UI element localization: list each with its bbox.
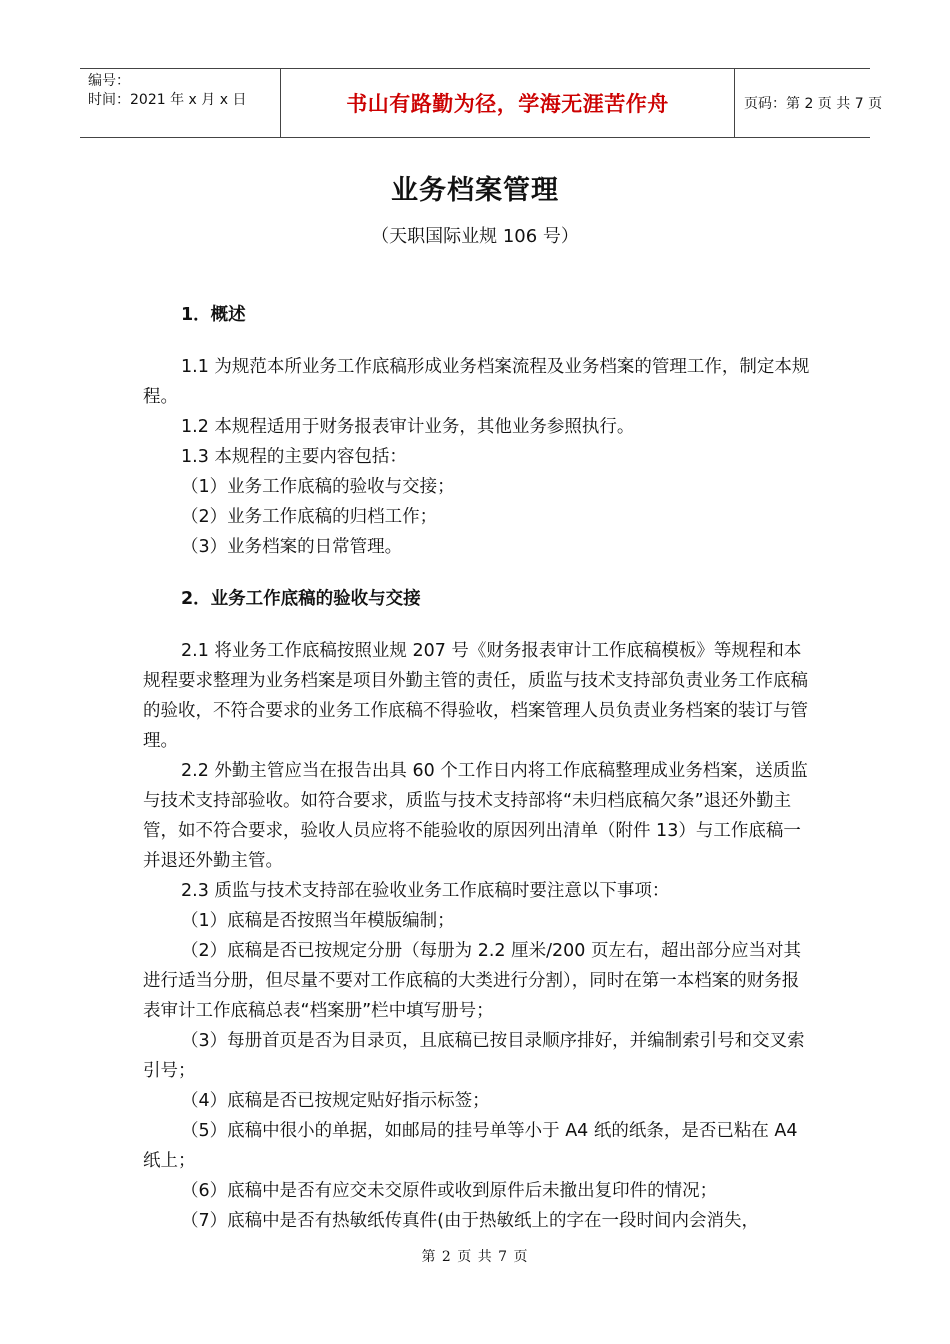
document-date-label: 时间：2021 年 x 月 x 日 (88, 92, 247, 108)
list-item: （2）业务工作底稿的归档工作； (181, 507, 438, 527)
paragraph: 1.3 本规程的主要内容包括： (181, 447, 407, 467)
document-body (143, 300, 813, 1236)
paragraph: 2.3 质监与技术支持部在验收业务工作底稿时要注意以下事项： (181, 881, 670, 901)
document-subtitle: （天职国际业规 106 号） (371, 226, 579, 247)
list-item: （1）业务工作底稿的验收与交接； (181, 477, 455, 497)
header-motto-cell (280, 69, 735, 137)
document-title: 业务档案管理 (391, 175, 559, 206)
list-item: （4）底稿是否已按规定贴好指示标签； (181, 1091, 490, 1111)
paragraph: 1.1 为规范本所业务工作底稿形成业务档案流程及业务档案的管理工作，制定本规程。 (143, 357, 810, 407)
list-item: （3）业务档案的日常管理。 (181, 537, 403, 557)
section-heading: 2．业务工作底稿的验收与交接 (181, 589, 421, 609)
section-heading: 1．概述 (181, 305, 246, 325)
list-item: （6）底稿中是否有应交未交原件或收到原件后未撤出复印件的情况； (181, 1181, 718, 1201)
page-header (80, 68, 883, 138)
header-page-info: 页码：第 2 页 共 7 页 (744, 96, 883, 112)
header-meta-cell (80, 69, 280, 137)
paragraph: 2.1 将业务工作底稿按照业规 207 号《财务报表审计工作底稿模板》等规程和本规程要求整理为业务档案是项目外勤主管的责任，质监与技术支持部负责业务工作底稿的验收，不符合要求的业务工作底稿不得验收，档案管理人员负责业务档案的装订与管理。 (143, 641, 808, 751)
page-footer: 第 2 页 共 7 页 (421, 1249, 529, 1265)
paragraph: 2.2 外勤主管应当在报告出具 60 个工作日内将工作底稿整理成业务档案，送质监与技术支持部验收。如符合要求，质监与技术支持部将“未归档底稿欠条”退还外勤主管，如不符合要求，验收人员应将不能验收的原因列出清单（附件 13）与工作底稿一并退还外勤主管。 (143, 761, 808, 871)
list-item: （1）底稿是否按照当年模版编制； (181, 911, 455, 931)
document-number-label: 编号： (88, 73, 130, 89)
list-item: （3）每册首页是否为目录页，且底稿已按目录顺序排好，并编制索引号和交叉索引号； (143, 1031, 805, 1081)
paragraph: 1.2 本规程适用于财务报表审计业务，其他业务参照执行。 (181, 417, 635, 437)
list-item: （7）底稿中是否有热敏纸传真件(由于热敏纸上的字在一段时间内会消失， (181, 1211, 759, 1231)
header-motto: 书山有路勤为径，学海无涯苦作舟 (346, 91, 669, 116)
list-item: （5）底稿中很小的单据，如邮局的挂号单等小于 A4 纸的纸条，是否已粘在 A4 纸上； (143, 1121, 798, 1171)
list-item: （2）底稿是否已按规定分册（每册为 2.2 厘米/200 页左右，超出部分应当对其进行适当分册，但尽量不要对工作底稿的大类进行分割），同时在第一本档案的财务报表审计工作底稿总表“档案册”栏中填写册号； (143, 941, 801, 1021)
